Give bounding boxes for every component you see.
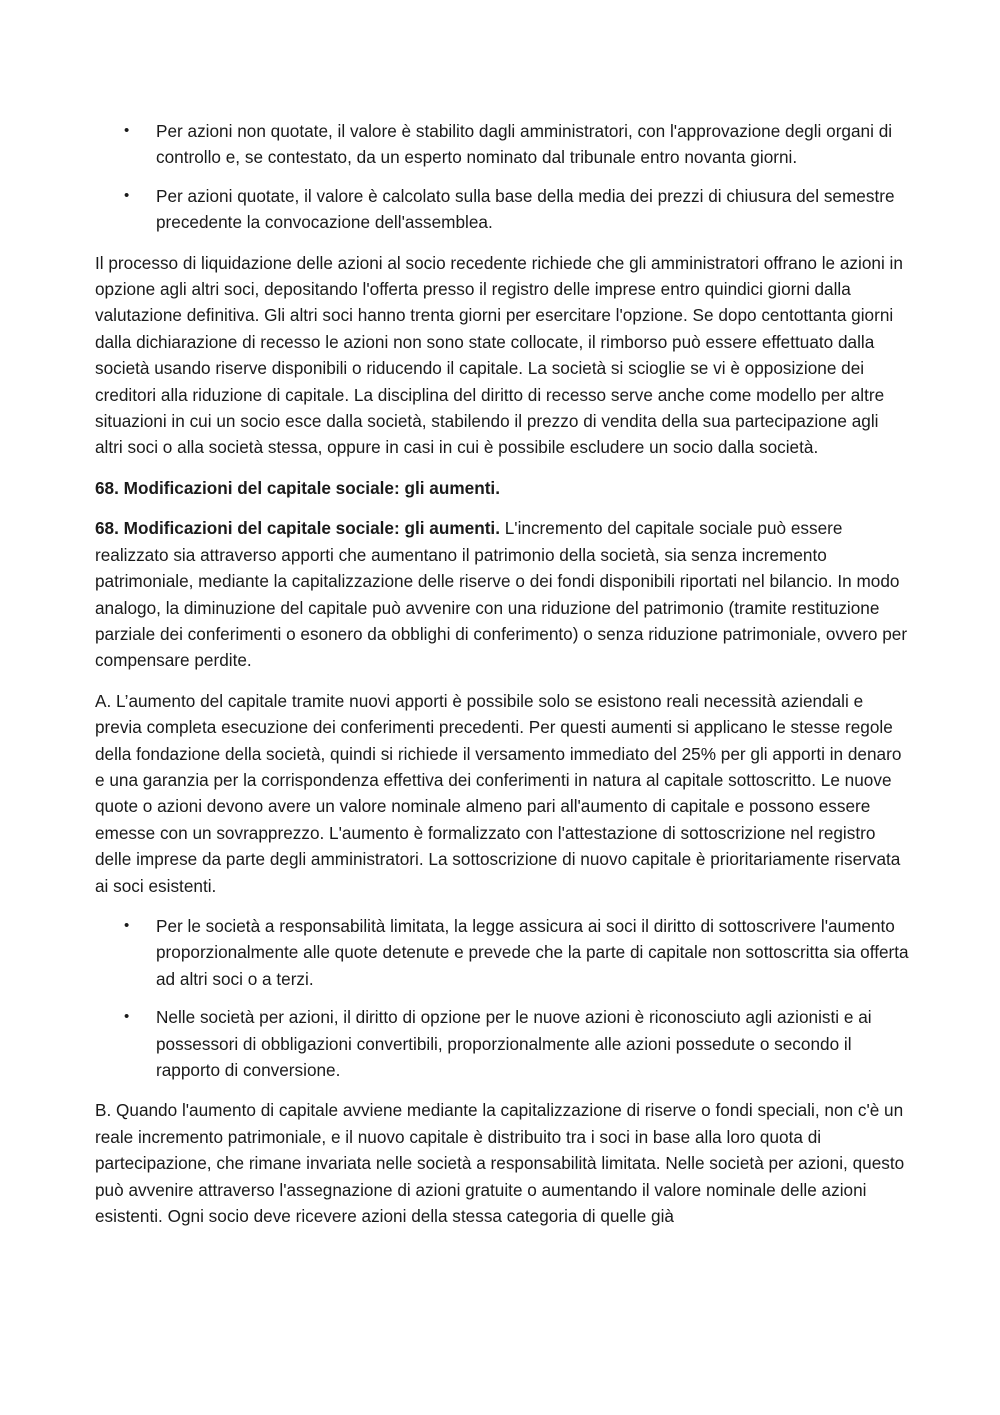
section-heading: 68. Modificazioni del capitale sociale: gli aumenti. [95,477,500,498]
paragraph-body: L'incremento del capitale sociale può essere realizzato sia attraverso apporti che aumentano il patrimonio della società, sia senza incremento patrimoniale, mediante la capitalizzazione delle riserve o dei fondi disponibili riportati nel bilancio. In modo analogo, la diminuzione del capitale può avvenire con una riduzione del patrimonio (tramite restituzione parziale dei conferimenti o esonero da obblighi di conferimento) o senza riduzione patrimoniale, ovvero per compensare perdite. [95,518,908,671]
bullet-icon: • [124,122,130,139]
paragraph-lead: 68. Modificazioni del capitale sociale: gli aumenti. [95,518,500,539]
bullet-list-subscription [95,913,910,1083]
paragraph-A: A. L’aumento del capitale tramite nuovi apporti è possibile solo se esistono reali necessità aziendali e previa completa esecuzione dei conferimenti precedenti. Per questi aumenti si applicano le stesse regole della fondazione della società, quindi si richiede il versamento immediato del 25% per gli apporti in denaro e una garanzia per la corrispondenza effettiva dei conferimenti in natura al capitale sottoscritto. Le nuove quote o azioni devono avere un valore nominale almeno pari all'aumento di capitale e possono essere emesse con un sovrapprezzo. L'aumento è formalizzato con l'attestazione di sottoscrizione nel registro delle imprese da parte degli amministratori. La sottoscrizione di nuovo capitale è prioritariamente riservata ai soci esistenti. [95,690,902,896]
bullet-icon: • [124,916,130,934]
list-item-text: Per le società a responsabilità limitata, la legge assicura ai soci il diritto di sottoscrivere l'aumento proporzionalmente alle quote detenute e prevede che la parte di capitale non sottoscritta sia offerta ad altri soci o a terzi. [156,915,909,989]
list-item [95,913,910,992]
list-item [95,1004,910,1083]
paragraph-liquidazione: Il processo di liquidazione delle azioni al socio recedente richiede che gli amministratori offrano le azioni in opzione agli altri soci, depositando l'offerta presso il registro delle imprese entro quindici giorni dalla valutazione definitiva. Gli altri soci hanno trenta giorni per esercitare l'opzione. Se dopo centottanta giorni dalla dichiarazione di recesso le azioni non sono state collocate, il rimborso può essere effettuato dalla società usando riserve disponibili o riducendo il capitale. La società si scioglie se vi è opposizione dei creditori alla riduzione di capitale. La disciplina del diritto di recesso serve anche come modello per altre situazioni in cui un socio esce dalla società, stabilendo il prezzo di vendita della sua partecipazione agli altri soci o alla società stessa, oppure in casi in cui è possibile escludere un socio dalla società. [95,252,903,458]
document-page [95,118,910,1243]
list-item-text: Per azioni quotate, il valore è calcolato sulla base della media dei prezzi di chiusura del semestre precedente la convocazione dell'assemblea. [156,185,895,233]
list-item [95,118,910,171]
bullet-list-valuation [95,118,910,236]
paragraph-68 [95,515,910,673]
bullet-icon: • [124,1008,130,1026]
paragraph-B: B. Quando l'aumento di capitale avviene mediante la capitalizzazione di riserve o fondi speciali, non c'è un reale incremento patrimoniale, e il nuovo capitale è distribuito tra i soci in base alla loro quota di partecipazione, che rimane invariata nelle società a responsabilità limitata. Nelle società per azioni, questo può avvenire attraverso l'assegnazione di azioni gratuite o aumentando il valore nominale delle azioni esistenti. Ogni socio deve ricevere azioni della stessa categoria di quelle già [95,1100,905,1227]
bullet-icon: • [124,186,130,204]
list-item [95,183,910,236]
list-item-text: Nelle società per azioni, il diritto di opzione per le nuove azioni è riconosciuto agli azionisti e ai possessori di obbligazioni convertibili, proporzionalmente alle azioni possedute o secondo il rapporto di conversione. [156,1007,872,1080]
list-item-text: Per azioni non quotate, il valore è stabilito dagli amministratori, con l'approvazione degli organi di controllo e, se contestato, da un esperto nominato dal tribunale entro novanta giorni. [156,121,893,168]
